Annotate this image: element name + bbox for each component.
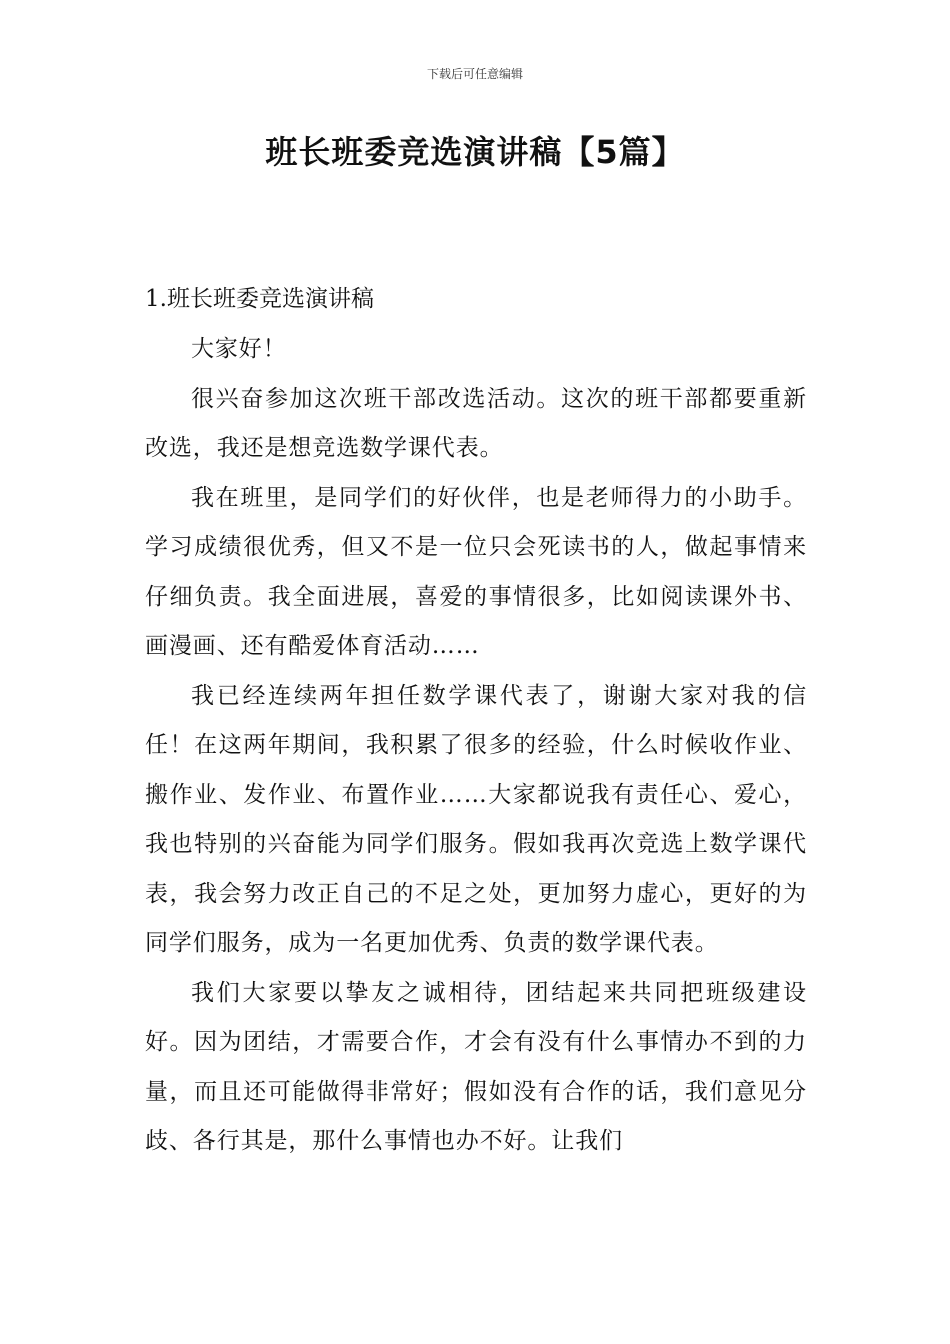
paragraph-intro: 很兴奋参加这次班干部改选活动。这次的班干部都要重新改选，我还是想竞选数学课代表。 xyxy=(145,385,807,461)
paragraph-greeting: 大家好！ xyxy=(191,336,287,362)
header-note: 下载后可任意编辑 xyxy=(426,67,523,81)
document-body xyxy=(145,274,807,1167)
paragraph-self-description: 我在班里，是同学们的好伙伴，也是老师得力的小助手。学习成绩很优秀，但又不是一位只会死读书的人，做起事情来仔细负责。我全面进展，喜爱的事情很多，比如阅读课外书、画漫画、还有酷爱体育活动…… xyxy=(145,484,807,659)
paragraph-experience: 我已经连续两年担任数学课代表了，谢谢大家对我的信任！在这两年期间，我积累了很多的经验，什么时候收作业、搬作业、发作业、布置作业……大家都说我有责任心、爱心，我也特别的兴奋能为同学们服务。假如我再次竞选上数学课代表，我会努力改正自己的不足之处，更加努力虚心，更好的为同学们服务，成为一名更加优秀、负责的数学课代表。 xyxy=(145,682,807,956)
section-heading: 1.班长班委竞选演讲稿 xyxy=(145,286,374,312)
document-title: 班长班委竞选演讲稿【5篇】 xyxy=(265,133,685,171)
paragraph-unity: 我们大家要以挚友之诚相待，团结起来共同把班级建设好。因为团结，才需要合作，才会有没有什么事情办不到的力量，而且还可能做得非常好；假如没有合作的话，我们意见分歧、各行其是，那什么事情也办不好。让我们 xyxy=(145,979,807,1154)
